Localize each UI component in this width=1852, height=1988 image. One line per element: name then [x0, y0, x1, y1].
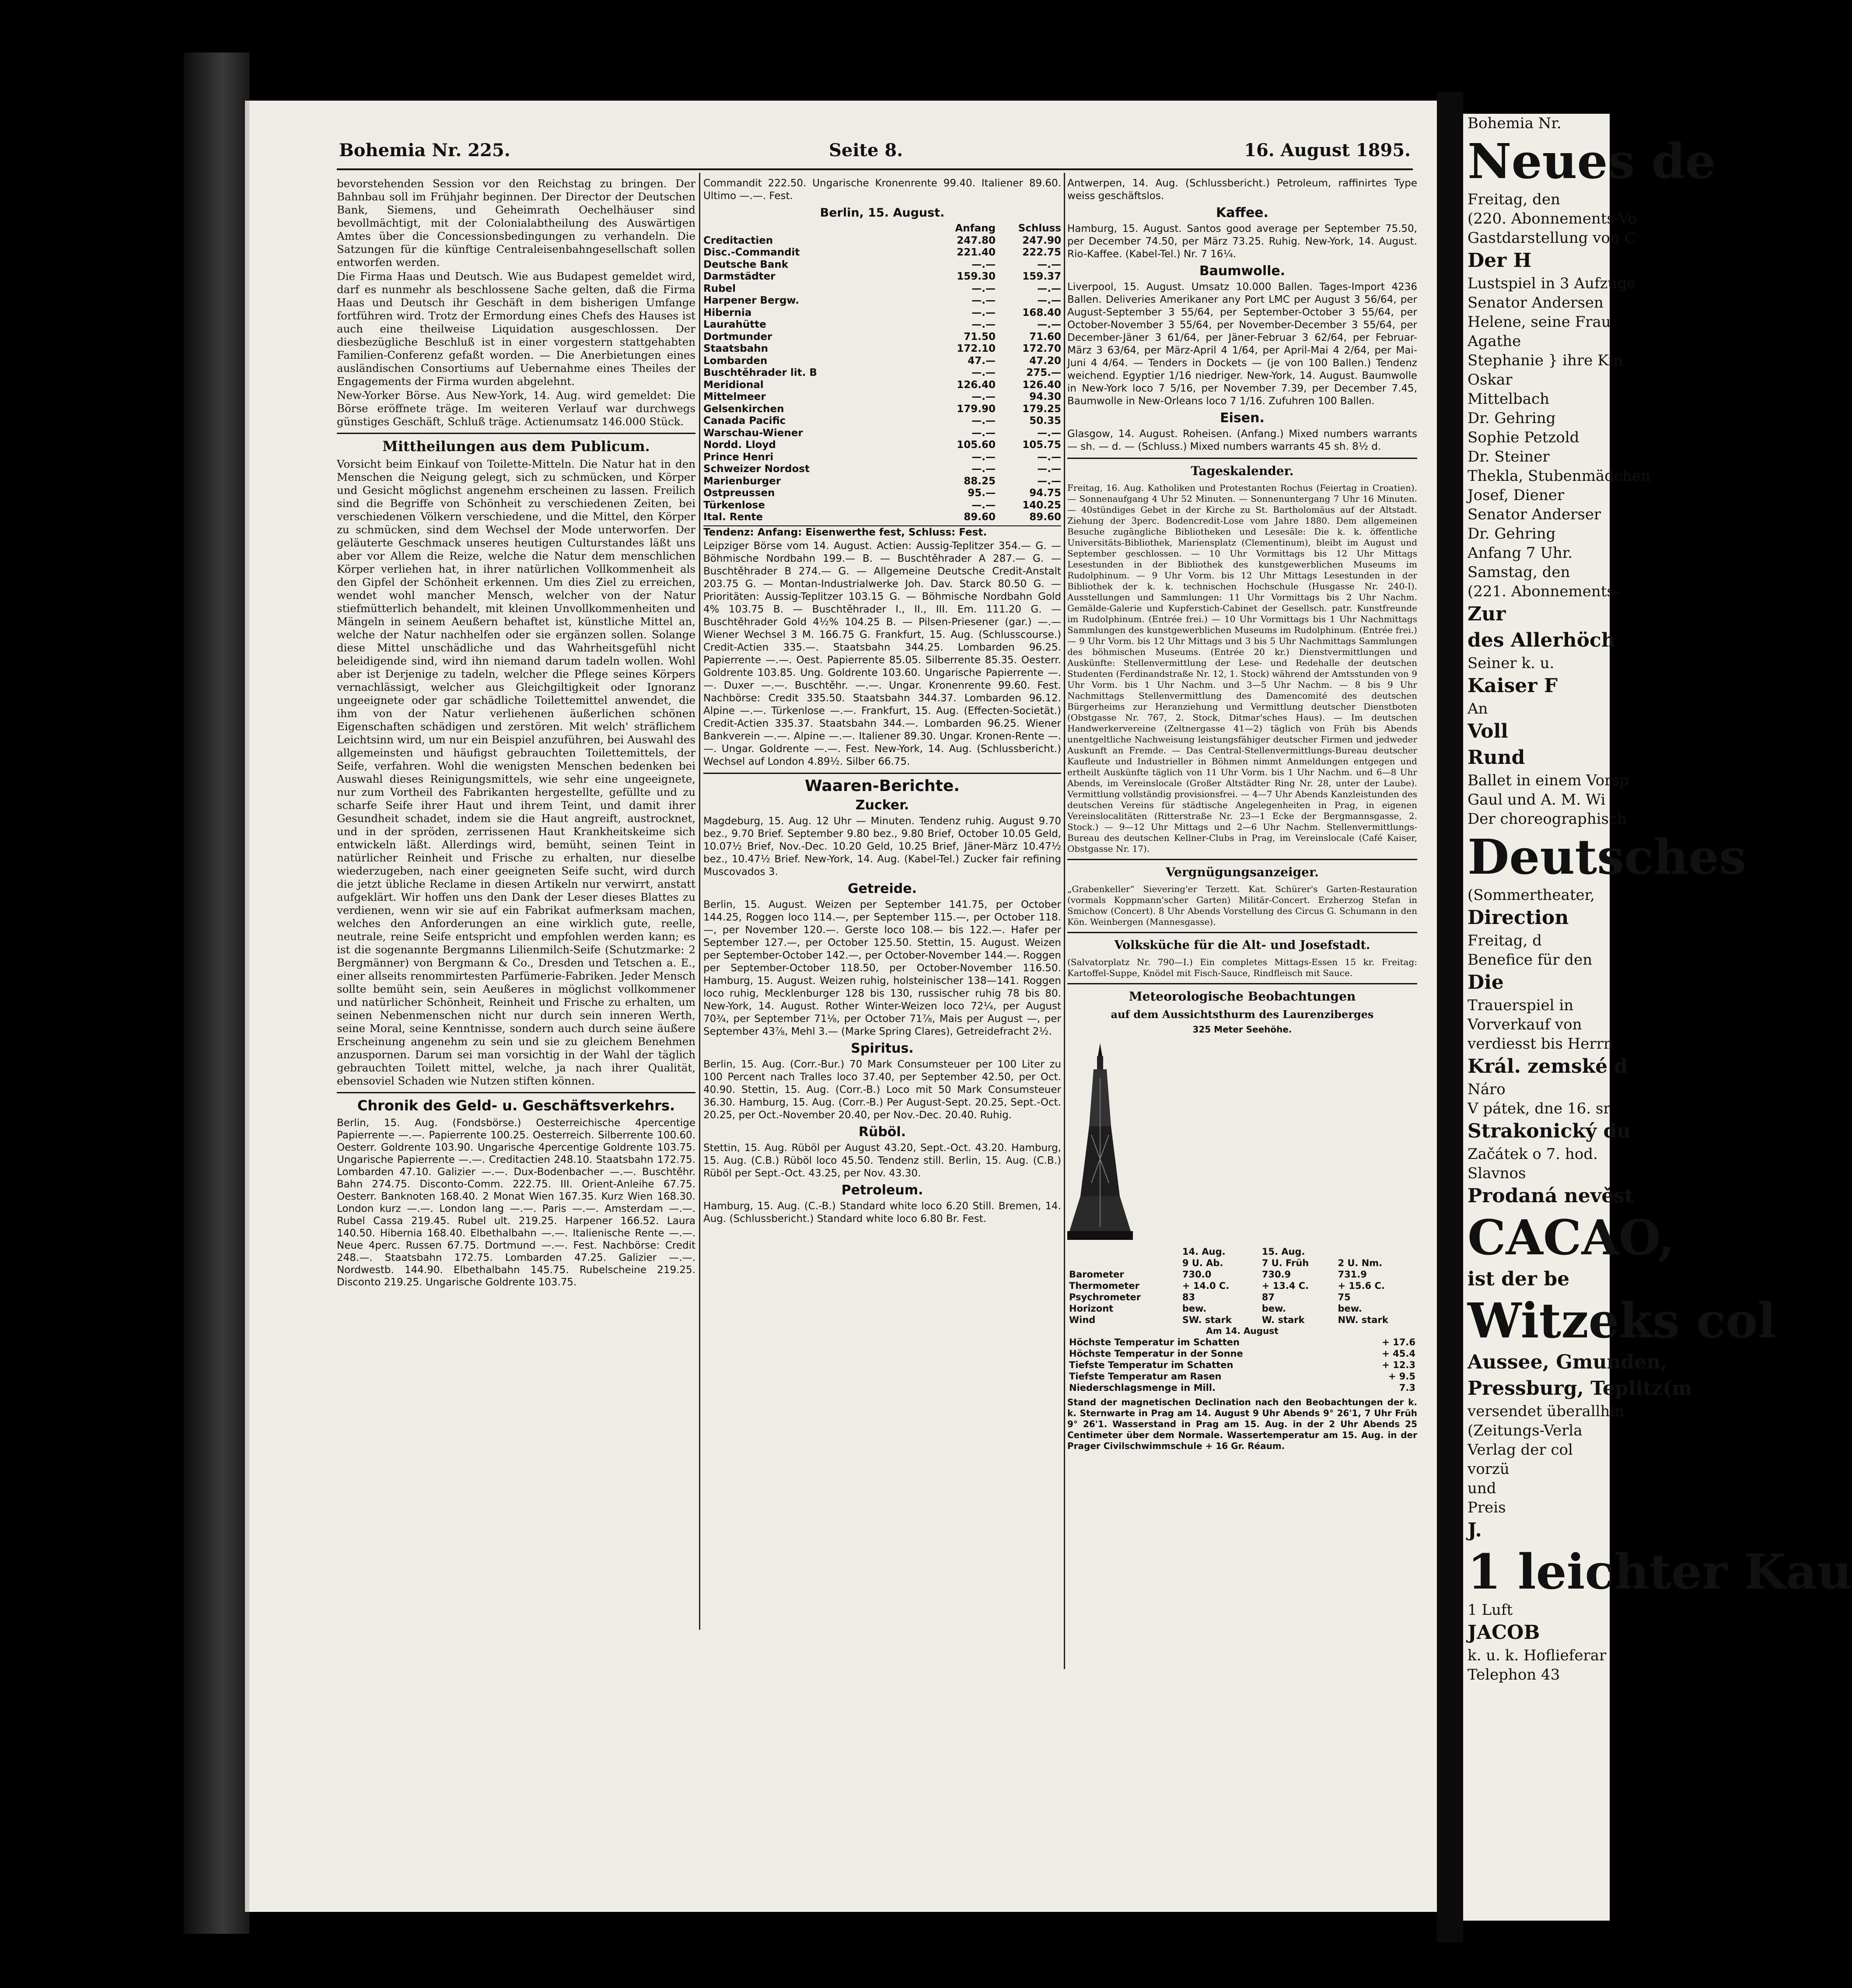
- subtitle-getreide: Getreide.: [848, 881, 917, 896]
- stock-schluss: —.—: [1037, 295, 1061, 306]
- facing-page-line: Lustspiel in 3 Aufzüge: [1468, 275, 1636, 292]
- meteo-label: Thermometer: [1069, 1281, 1139, 1291]
- section-title-waaren: Waaren-Berichte.: [703, 773, 1061, 795]
- stock-anfang: —.—: [971, 259, 996, 270]
- meteo-value: SW. stark: [1182, 1315, 1232, 1325]
- stock-row: [703, 476, 1061, 488]
- facing-page-line: Voll: [1468, 720, 1508, 742]
- facing-page-line: Die: [1468, 971, 1504, 994]
- stock-schluss: —.—: [1037, 451, 1061, 463]
- kaffee-report: Hamburg, 15. August. Santos good average per September 75.50, per December 74.50, per März 73.25. Ruhig. New-York, 14. August. Rio-Kaffee. (Kabel-Tel.) Nr. 7 16¼.: [1067, 223, 1417, 260]
- facing-page-line: ist der be: [1468, 1268, 1570, 1290]
- meteo-time: 9 U. Ab.: [1182, 1258, 1223, 1268]
- facing-page-line: Deutsches: [1468, 829, 1746, 885]
- section-title-volkskueche: Volksküche für die Alt- und Josefstadt.: [1067, 932, 1417, 954]
- stock-row: [703, 307, 1061, 319]
- stock-row: [703, 391, 1061, 403]
- stock-name: Laurahütte: [703, 319, 766, 330]
- facing-page-line: Začátek o 7. hod.: [1468, 1145, 1598, 1163]
- meteo-value: bew.: [1338, 1303, 1362, 1314]
- meteo-date-row: [1067, 1246, 1417, 1257]
- stock-row: [703, 235, 1061, 247]
- stock-anfang: 126.40: [957, 379, 996, 391]
- newspaper-page: [245, 101, 1437, 1912]
- extreme-value: + 45.4: [1382, 1348, 1415, 1359]
- facing-page-line: Náro: [1468, 1081, 1506, 1098]
- extreme-label: Höchste Temperatur in der Sonne: [1069, 1348, 1243, 1359]
- meteo-label: Barometer: [1069, 1269, 1124, 1280]
- subtitle-spiritus: Spiritus.: [851, 1040, 914, 1056]
- stock-name: Gelsenkirchen: [703, 403, 784, 415]
- tageskalender-text: Freitag, 16. Aug. Katholiken und Protestanten Rochus (Feiertag in Croatien). — Sonnenaufgang 4 Uhr 52 Minuten. — Sonnenuntergang 7 Uhr 16 Minuten. — 40stündiges Gebet in der Kirche zu St. Bartholomäus auf der Altstadt. Ziehung der 3perc. Bodencredit-Lose vom Jahre 1880. Dem allgemeinen Besuche zugängliche Bibliotheken und Lesesäle: Die k. k. öffentliche Universitäts-Bibliothek, Mariensplatz (Clementinum), bleibt im August und September geschlossen. — 10 Uhr Vormittags bis 12 Uhr Mittags Lesestunden in der Bibliothek des kunstgewerblichen Museums im Rudolphinum. — 9 Uhr Vorm. bis 12 Uhr Mittags Lesestunden in der Bibliothek der k. k. technischen Hochschule (Husgasse Nr. 240-I). Ausstellungen und Sammlungen: 11 Uhr Vormittags bis 2 Uhr Nachm. Gemälde-Galerie und Kupferstich-Cabinet der Gesellsch. patr. Kunstfreunde im Rudolphinum. (Entrée frei.) — 10 Uhr Vormittags bis 1 Uhr Nachmittags Sammlungen des kunstgewerblichen Museums im Rudolphinum. (Entrée frei.) — 9 Uhr Vorm. bis 12 Uhr Mittags und 3 bis 5 Uhr Nachmittags Sammlungen des böhmischen Museums. (Entrée 20 kr.) Dienstvermittlungen und Auskünfte: Stellenvermittlung der Lese- und Redehalle der deutschen Studenten (Ferdinandstraße Nr. 12, 1. Stock) während der Amtsstunden von 9 Uhr Vorm. bis 1 Uhr Nachm. und 3—5 Uhr Nachm. — 8 bis 9 Uhr Nachmittags Stellenvermittlung des Damencomité des deutschen Bürgerheims zur Heranziehung und Vermittlung deutscher Dienstboten (Obstgasse Nr. 767, 2. Stock, Ditmar'sches Haus). — Im deutschen Handwerkervereine (Zeltnergasse 41—2) täglich von Früh bis Abends unentgeltliche Nachweisung leistungsfähiger deutscher Firmen und jedweder Auskunft an Fremde. — Das Central-Stellenvermittlungs-Bureau deutscher Kaufleute und Industrieller in Böhmen nimmt Anmeldungen entgegen und ertheilt Auskünfte täglich von 11 Uhr Vorm. bis 1 Uhr Nachm. und 6—8 Uhr Abends, im Vereinslocale (Großer Altstädter Ring Nr. 28, unter der Laube). Vermittlung vollständig provisionsfrei. — 4—7 Uhr Abends Kanzleistunden des deutschen Vereins für städtische Angelegenheiten in Prag, in eigenen Vereinslocalitäten (Ritterstraße Nr. 23—1 Ecke der Bergmannsgasse, 2. Stock.) — 9—12 Uhr Mittags und 2—6 Uhr Nachm. Stellenvermittlungs-Bureau des deutschen Kellner-Clubs in Prag, im Vereinslocale (Café Kaiser, Obstgasse Nr. 17).: [1067, 483, 1417, 854]
- stock-table: [703, 223, 1061, 524]
- stock-row: [703, 295, 1061, 307]
- facing-page-line: Helene, seine Frau: [1468, 313, 1611, 331]
- stock-name: Rubel: [703, 283, 736, 294]
- meteo-time: 7 U. Früh: [1261, 1258, 1309, 1268]
- stock-row: [703, 319, 1061, 331]
- section-title-vergnuegung: Vergnügungsanzeiger.: [1067, 859, 1417, 881]
- meteo-row: [1067, 1269, 1417, 1280]
- tendenz-text: Tendenz: Anfang: Eisenwerthe fest, Schluss: Fest.: [703, 525, 1061, 539]
- facing-page-line: Strakonický du: [1468, 1120, 1631, 1142]
- stock-name: Ital. Rente: [703, 511, 763, 523]
- header-left: Bohemia Nr. 225.: [339, 140, 510, 161]
- facing-page-line: Josef, Diener: [1468, 486, 1565, 504]
- stock-anfang: 89.60: [964, 511, 996, 523]
- meteo-row: [1067, 1292, 1417, 1303]
- meteo-value: 87: [1261, 1292, 1275, 1302]
- antwerpen-report: Antwerpen, 14. Aug. (Schlussbericht.) Petroleum, raffinirtes Type weiss geschäftslos.: [1067, 178, 1417, 202]
- stock-row: [703, 343, 1061, 355]
- stock-name: Darmstädter: [703, 271, 776, 282]
- facing-page-line: (Sommertheater,: [1468, 886, 1595, 904]
- stock-schluss: —.—: [1037, 475, 1061, 487]
- stock-row: [703, 355, 1061, 368]
- meteo-extremes: [1067, 1337, 1417, 1393]
- facing-page-line: 1 leichter Kau: [1468, 1544, 1852, 1600]
- facing-page-line: Pressburg, Teplitz(m: [1468, 1377, 1692, 1400]
- stock-schluss: 179.25: [1022, 403, 1061, 415]
- meteo-value: 731.9: [1338, 1269, 1367, 1280]
- stock-name: Mittelmeer: [703, 391, 766, 402]
- facing-page-line: Direction: [1468, 906, 1569, 929]
- market-report: Leipziger Börse vom 14. August. Actien: Aussig-Teplitzer 354.— G. — Böhmische Nordbahn 199.— B. — Buschtěhrader A 287.— G. — Buschtěhrader B 274.— G. — Allgemeine Deutsche Credit-Anstalt 203.75 G. — Montan-Industrialwerke Joh. Dav. Starck 80.50 G. — Prioritäten: Aussig-Teplitzer 103.15 G. — Böhmische Nordbahn Gold 4% 103.75 B. — Buschtěhrader I., II., III. Em. 111.20 G. — Buschtěhrader Gold 4½% 104.25 B. — Pilsen-Priesener (gar.) —.— Wiener Wechsel 3 M. 166.75 G. Frankfurt, 15. Aug. (Schlusscourse.) Credit-Actien 335.—. Staatsbahn 344.25. Lombarden 96.25. Papierrente —.—. Oest. Papierrente 85.05. Silberrente 85.35. Oesterr. Goldrente 103.85. Ung. Goldrente 103.60. Ungarische Papierrente —.—. Duxer —.—. Buschtěhr. —.—. Ungar. Kronenrente 99.60. Fest. Nachbörse: Credit 335.50. Staatsbahn 344.37. Lombarden 96.12. Alpine —.—. Türkenlose —.—. Frankfurt, 15. Aug. (Effecten-Societät.) Credit-Actien 335.37. Staatsbahn 344.—. Lombarden 96.25. Wiener Bankverein —.—. Alpine —.—. Italiener 89.30. Ungar. Kronen-Rente —.—. Ungar. Goldrente —.—. Fest. New-York, 14. Aug. (Schlussbericht.) Wechsel auf London 4.89½. Silber 66.75.: [703, 540, 1061, 767]
- meteo-row: [1067, 1280, 1417, 1292]
- facing-page-line: Benefice für den: [1468, 951, 1593, 969]
- stock-table-header: [703, 223, 1061, 235]
- stock-schluss: 50.35: [1029, 415, 1061, 427]
- stock-name: Nordd. Lloyd: [703, 439, 776, 451]
- stock-anfang: —.—: [971, 451, 996, 463]
- stock-anfang: —.—: [971, 415, 996, 427]
- subtitle-rueboel: Rüböl.: [858, 1124, 906, 1140]
- stock-anfang: —.—: [971, 463, 996, 475]
- stock-schluss: —.—: [1037, 463, 1061, 475]
- stock-schluss: 168.40: [1022, 307, 1061, 318]
- stock-row: [703, 487, 1061, 500]
- stock-row: [703, 452, 1061, 464]
- stock-anfang: 95.—: [968, 487, 996, 499]
- meteo-value: + 14.0 C.: [1182, 1281, 1230, 1291]
- stock-anfang: 172.10: [957, 343, 996, 354]
- stock-schluss: 159.37: [1022, 271, 1061, 282]
- stock-name: Buschtěhrader lit. B: [703, 367, 817, 378]
- extreme-label: Niederschlagsmenge in Mill.: [1069, 1382, 1216, 1393]
- stock-schluss: 247.90: [1022, 234, 1061, 246]
- facing-page-line: (Zeitungs-Verla: [1468, 1422, 1583, 1439]
- stock-anfang: —.—: [971, 367, 996, 378]
- facing-page-line: CACAO,: [1468, 1209, 1675, 1266]
- subtitle-kaffee: Kaffee.: [1216, 205, 1268, 220]
- stock-name: Meridional: [703, 379, 764, 391]
- publicum-article: Vorsicht beim Einkauf von Toilette-Mitteln. Die Natur hat in den Menschen die Neigung gelegt, sich zu schmücken, und Körper und Gesicht möglichst angenehm erscheinen zu lassen. Freilich sind die Begriffe von Schönheit zu verschiedenen Zeiten, bei verschiedenen Völkern verschiedene, und die Mittel, den Körper zu schmücken, sind dem Wechsel der Mode unterworfen. Der geläuterte Geschmack unseres heutigen Culturstandes läßt uns aber vor Allem die Reize, welche die Natur dem menschlichen Körper verliehen hat, in ihrer natürlichen Vollkommenheit als den Gipfel der Schönheit erkennen. Um dies Ziel zu erreichen, wendet wohl mancher Mensch, welcher von der Natur stiefmütterlich behandelt, mit kleinen Unvollkommenheiten und Mängeln in seinem Aeußern behaftet ist, künstliche Mittel an, welche der Natur nachhelfen oder sie ergänzen sollen. Solange diese Mittel unschädliche und das Wahrheitsgefühl nicht beleidigende sind, wird ihn niemand darum tadeln wollen. Wohl aber ist Derjenige zu tadeln, welcher die Pflege seines Körpers vernachlässigt, welcher aus Gleichgiltigkeit oder Ignoranz ungeeignete oder gar schädliche Toilettemittel anwendet, die ihm von der Natur verliehenen äußerlichen schönen Eigenschaften schädigen und zerstören. Mit welch' sträflichem Leichtsinn wird, um nur ein Beispiel anzuführen, bei Auswahl des allgemeinsten und häufigst gebrauchten Toilettemittels, der Seife, verfahren. Wohl die wenigsten Menschen bedenken bei Auswahl dieses Reinigungsmittels, wie sehr eine ungeeignete, nur zum Vortheil des Fabrikanten hergestellte, gefüllte und zu scharfe Seife ihrer Haut und ihrem Teint, und damit ihrer Gesundheit schadet, indem sie die Haut angreift, austrocknet, und in der spröden, zerrissenen Haut Krankheitskeime sich entwickeln läßt. Allerdings wird, bemüht, seinen Teint in natürlicher Reinheit und Frische zu erhalten, nur dieselbe wiederzugeben, nach einer geeigneten Seife sucht, wird durch die jetzt übliche Reclame in diesen Artikeln nur verwirrt, anstatt aufgeklärt. Wir hoffen uns den Dank der Leser dieses Blattes zu verdienen, wenn wir sie auf ein Fabrikat aufmerksam machen, welches den Anforderungen an eine wirklich gute, reelle, neutrale, reine Seife entspricht und empfohlen werden kann; es ist die sogenannte Bergmanns Lilienmilch-Seife (Schutzmarke: 2 Bergmänner) von Bergmann & Co., Dresden und Tetschen a. E., einer allseits renommirtesten Parfümerie-Fabriken. Jeder Mensch sollte bemüht sein, sein Aeußeres in möglichst vollkommener und natürlicher Schönheit, Reinheit und Frische zu erhalten, um seinen Nebenmenschen nicht nur durch sein inneren Werth, seine Moral, seine Kenntnisse, sondern auch durch seine äußere Erscheinung angenehm zu sein und sie zu gleichem Benehmen anzuspornen. Darum sei man vorsichtig in der Wahl der täglich gebrauchten Toilett mittel, welche, ja nach ihrer Qualität, ebensoviel Schaden wie Nutzen stiften können.: [337, 458, 695, 1087]
- stock-row: [703, 427, 1061, 440]
- extreme-label: Höchste Temperatur im Schatten: [1069, 1337, 1240, 1348]
- stock-anfang: —.—: [971, 319, 996, 330]
- stock-row: [703, 511, 1061, 524]
- facing-page-fragment: [1463, 114, 1852, 1921]
- stock-row: [703, 331, 1061, 343]
- stock-anfang: —.—: [971, 391, 996, 402]
- stock-anfang: 247.80: [957, 234, 996, 246]
- volkskueche-text: (Salvatorplatz Nr. 790—I.) Ein completes Mittags-Essen 15 kr. Freitag: Kartoffel-Suppe, Knödel mit Fisch-Sauce, Rindfleisch mit Sauce.: [1067, 957, 1417, 978]
- section-title-chronik: Chronik des Geld- u. Geschäftsverkehrs.: [337, 1092, 695, 1114]
- facing-page-line: V pátek, dne 16. sr: [1468, 1100, 1611, 1117]
- meteo-row: [1067, 1303, 1417, 1314]
- stock-name: Ostpreussen: [703, 487, 775, 499]
- meteo-value: 83: [1182, 1292, 1195, 1302]
- intro-text: Commandit 222.50. Ungarische Kronenrente 99.40. Italiener 89.60. Ultimo —.—. Fest.: [703, 178, 1061, 202]
- stock-name: Staatsbahn: [703, 343, 769, 354]
- facing-page-line: Zur: [1468, 603, 1506, 625]
- getreide-report: Berlin, 15. August. Weizen per September 141.75, per October 144.25, Roggen loco 114.—, per September 115.—, per October 118.—, per November 120.—. Gerste loco 108.— bis 122.—. Hafer per September 127.—, per October 125.50. Stettin, 15. August. Weizen per September-October 142.—, per October-November 144.—. Roggen per September-October 118.50, per October-November 116.50. Hamburg, 15. August. Weizen ruhig, holsteinischer 138—141. Roggen loco ruhig, Mecklenburger 128 bis 130, russischer ruhig 78 bis 80. New-York, 14. August. Rother Winter-Weizen loco 72¼, per August 70¾, per September 71⅛, per October 71⅞, Mais per August —, per September 43⅞, Mehl 3.— (Marke Spring Clares), Getreidefracht 2½.: [703, 899, 1061, 1037]
- stock-name: Hibernia: [703, 307, 752, 318]
- extreme-value: + 9.5: [1388, 1371, 1415, 1382]
- meteo-footnote: Stand der magnetischen Declination nach den Beobachtungen der k. k. Sternwarte in Prag am 14. August 9 Uhr Abends 9° 26'1, 7 Uhr Früh 9° 26'1. Wasserstand in Prag am 15. Aug. in der 2 Uhr Abends 25 Centimeter über dem Normale. Wassertemperatur am 15. Aug. in der Prager Civilschwimmschule + 16 Gr. Réaum.: [1067, 1397, 1417, 1451]
- facing-page-line: (220. Abonnements-Vo: [1468, 210, 1637, 228]
- meteo-table: [1067, 1246, 1417, 1326]
- meteo-value: + 15.6 C.: [1338, 1281, 1385, 1291]
- stock-schluss: —.—: [1037, 427, 1061, 439]
- extreme-value: + 17.6: [1382, 1337, 1415, 1348]
- col-head-anfang: Anfang: [955, 223, 996, 234]
- facing-page-line: Slavnos: [1468, 1165, 1526, 1182]
- news-paragraph: Die Firma Haas und Deutsch. Wie aus Budapest gemeldet wird, darf es nunmehr als beschlossene Sache gelten, daß die Firma Haas und Deutsch ihr Geschäft in dem bisherigen Umfange fortführen wird. Trotz der Ermordung eines Chefs des Hauses ist auch eine theilweise Liquidation ausgeschlossen. Der diesbezügliche Beschluß ist in einer vorgestern stattgehabten Familien-Conferenz gefaßt worden. — Die Anerbietungen eines ausländischen Consortiums auf Uebernahme eines Theiles der Engagements der Firma wurden abgelehnt.: [337, 270, 695, 388]
- facing-page-line: Agathe: [1468, 332, 1521, 350]
- meteo-label: Psychrometer: [1069, 1292, 1141, 1302]
- stock-row: [703, 259, 1061, 271]
- facing-page-line: Král. zemské d: [1468, 1055, 1628, 1078]
- facing-page-line: Bohemia Nr.: [1468, 115, 1562, 132]
- meteo-date: 14. Aug.: [1182, 1246, 1226, 1257]
- stock-anfang: —.—: [971, 295, 996, 306]
- facing-page-line: Dr. Gehring: [1468, 525, 1556, 542]
- stock-anfang: 179.90: [957, 403, 996, 415]
- meteo-value: + 13.4 C.: [1261, 1281, 1309, 1291]
- meteo-label: Horizont: [1069, 1303, 1114, 1314]
- baumwolle-report: Liverpool, 15. August. Umsatz 10.000 Ballen. Tages-Import 4236 Ballen. Deliveries Amerikaner any Port LMC per August 3 56/64, per August-September 3 55/64, per September-October 3 55/64, per October-November 3 55/64, per November-December 3 55/64, per December-Jäner 3 61/64, per Jäner-Februar 3 62/64, per Februar-März 3 63/64, per März-April 4 1/64, per April-Mai 4 2/64, per Mai-Juni 4 4/64. — Tenders in Dockets — (je von 100 Ballen.) Tendenz weichend. Egyptier 1/16 niedriger. New-York, 14. August. Baumwolle in New-York loco 7 5/16, per November 7.39, per December 7.45, Baumwolle in New-Orleans loco 7 1/16. Zufuhren 100 Ballen.: [1067, 281, 1417, 407]
- meteo-extreme-row: [1067, 1359, 1417, 1371]
- facing-page-line: (221. Abonnements-: [1468, 583, 1620, 600]
- column-1: [337, 177, 695, 1289]
- facing-page-line: J.: [1468, 1519, 1482, 1541]
- stock-schluss: 172.70: [1022, 343, 1061, 354]
- stock-row: [703, 379, 1061, 392]
- stock-schluss: 71.60: [1029, 331, 1061, 343]
- subtitle-eisen: Eisen.: [1220, 410, 1265, 426]
- subtitle-petroleum: Petroleum.: [841, 1182, 923, 1198]
- stock-schluss: 126.40: [1022, 379, 1061, 391]
- facing-page-line: k. u. k. Hoflieferar: [1468, 1647, 1607, 1664]
- stock-name: Marienburger: [703, 475, 781, 487]
- stock-row: [703, 247, 1061, 259]
- meteo-extreme-row: [1067, 1348, 1417, 1359]
- rueboel-report: Stettin, 15. Aug. Rüböl per August 43.20, Sept.-Oct. 43.20. Hamburg, 15. Aug. (C.B.) Rüböl loco 45.50. Tendenz still. Berlin, 15. Aug. (C.B.) Rüböl per Sept.-Oct. 43.25, per Nov. 43.30.: [703, 1142, 1061, 1179]
- stock-anfang: 71.50: [964, 331, 996, 343]
- column-divider: [1064, 173, 1065, 1669]
- scan-shadow-edge: [184, 52, 249, 1934]
- stock-anfang: 88.25: [964, 475, 996, 487]
- facing-page-line: Prodaná nevěst: [1468, 1185, 1634, 1207]
- news-paragraph: bevorstehenden Session vor den Reichstag zu bringen. Der Bahnbau soll im Frühjahr beginnen. Der Director der Deutschen Bank, Siemens, und Geheimrath Oechelhäuser sind bevollmächtigt, mit der Colonialabtheilung des Auswärtigen Amtes über die Concessionsbedingungen zu verhandeln. Die Satzungen für die künftige Centraleisenbahngesellschaft sollen entworfen werden.: [337, 177, 695, 269]
- meteo-extreme-row: [1067, 1382, 1417, 1393]
- stock-schluss: 47.20: [1029, 355, 1061, 367]
- stock-anfang: 221.40: [957, 247, 996, 258]
- meteo-value: W. stark: [1261, 1315, 1305, 1325]
- section-title-meteo: Meteorologische Beobachtungen: [1067, 983, 1417, 1005]
- facing-page-line: Dr. Gehring: [1468, 410, 1556, 427]
- stock-row: [703, 271, 1061, 283]
- stock-anfang: 105.60: [957, 439, 996, 451]
- extreme-value: + 12.3: [1382, 1360, 1415, 1370]
- facing-page-line: Samstag, den: [1468, 564, 1570, 581]
- facing-page-line: Trauerspiel in: [1468, 997, 1574, 1014]
- facing-page-line: Senator Andersen: [1468, 294, 1604, 312]
- facing-page-line: Gastdarstellung von C: [1468, 229, 1636, 247]
- stock-row: [703, 463, 1061, 476]
- facing-page-line: verdiesst bis Herrn: [1468, 1035, 1613, 1053]
- meteo-value: 730.9: [1261, 1269, 1291, 1280]
- extreme-value: 7.3: [1399, 1382, 1415, 1393]
- stock-row: [703, 283, 1061, 295]
- facing-page-line: Senator Anderser: [1468, 506, 1601, 523]
- zucker-report: Magdeburg, 15. Aug. 12 Uhr — Minuten. Tendenz ruhig. August 9.70 bez., 9.70 Brief. September 9.80 bez., 9.80 Brief, October 10.05 Geld, 10.07½ Brief, Nov.-Dec. 10.20 Geld, 10.25 Brief, Jäner-März 10.47½ bez., 10.47½ Brief. New-York, 14. Aug. (Kabel-Tel.) Zucker fair refining Muscovados 3.: [703, 815, 1061, 878]
- facing-page-line: Seiner k. u.: [1468, 654, 1555, 672]
- facing-page-line: des Allerhöch: [1468, 629, 1615, 651]
- stock-schluss: 222.75: [1022, 247, 1061, 258]
- vergnuegung-text: „Grabenkeller“ Sievering'er Terzett. Kat. Schürer's Garten-Restauration (vormals Koppmann'scher Garten) Militär-Concert. Erzherzog Stefan in Smichow (Concert). 8 Uhr Abends Vorstellung des Circus G. Schumann in den Kön. Weinbergen (Mannesgasse).: [1067, 884, 1417, 927]
- stock-row: [703, 367, 1061, 379]
- header-rule: [337, 168, 1413, 170]
- berlin-title: Berlin, 15. August.: [820, 206, 945, 220]
- meteo-extreme-row: [1067, 1337, 1417, 1348]
- stock-name: Creditactien: [703, 234, 773, 246]
- facing-page-line: Freitag, d: [1468, 932, 1542, 949]
- stock-name: Dortmunder: [703, 331, 772, 343]
- subtitle-zucker: Zucker.: [855, 797, 909, 813]
- meteo-value: 75: [1338, 1292, 1351, 1302]
- stock-anfang: —.—: [971, 307, 996, 318]
- facing-page-line: An: [1468, 700, 1488, 718]
- facing-page-line: Der choreographisch: [1468, 810, 1627, 828]
- stock-row: [703, 415, 1061, 427]
- facing-page-line: 1 Luft: [1468, 1601, 1513, 1619]
- stock-anfang: —.—: [971, 283, 996, 294]
- meteo-label: Wind: [1069, 1315, 1096, 1325]
- stock-anfang: —.—: [971, 427, 996, 439]
- meteo-value: bew.: [1182, 1303, 1207, 1314]
- stock-schluss: 94.30: [1029, 391, 1061, 402]
- facing-page-line: Witzeks col: [1468, 1292, 1776, 1349]
- stock-name: Canada Pacific: [703, 415, 786, 427]
- stock-name: Lombarden: [703, 355, 768, 367]
- stock-name: Türkenlose: [703, 499, 765, 511]
- stock-schluss: —.—: [1037, 283, 1061, 294]
- stock-name: Deutsche Bank: [703, 259, 789, 270]
- stock-schluss: 140.25: [1022, 499, 1061, 511]
- section-title-publicum: Mittheilungen aus dem Publicum.: [337, 433, 695, 455]
- meteo-note-date: Am 14. August: [1206, 1326, 1279, 1336]
- stock-name: Disc.-Commandit: [703, 247, 800, 258]
- facing-page-text: [1463, 114, 1852, 1684]
- facing-page-line: Verlag der col: [1468, 1441, 1573, 1459]
- facing-page-line: Neues de: [1468, 133, 1716, 189]
- facing-page-line: Telephon 43: [1468, 1666, 1560, 1684]
- eisen-report: Glasgow, 14. August. Roheisen. (Anfang.) Mixed numbers warrants — sh. — d. — (Schluss.) Mixed numbers warrants 45 sh. 8½ d.: [1067, 428, 1417, 452]
- stock-schluss: —.—: [1037, 319, 1061, 330]
- meteo-extreme-row: [1067, 1371, 1417, 1382]
- meteo-value: NW. stark: [1338, 1315, 1388, 1325]
- col-head-schluss: Schluss: [1018, 223, 1061, 234]
- facing-page-line: Oskar: [1468, 371, 1513, 388]
- stock-name: Prince Henri: [703, 451, 774, 463]
- stock-schluss: 89.60: [1029, 511, 1061, 523]
- facing-page-line: vorzü: [1468, 1460, 1510, 1478]
- facing-page-line: Dr. Steiner: [1468, 448, 1550, 466]
- facing-page-line: Vorverkauf von: [1468, 1016, 1582, 1033]
- facing-page-line: Der H: [1468, 249, 1532, 272]
- meteo-time: 2 U. Nm.: [1338, 1258, 1383, 1268]
- meteo-height: 325 Meter Seehöhe.: [1192, 1024, 1292, 1035]
- stock-schluss: —.—: [1037, 259, 1061, 270]
- facing-page-line: Gaul und A. M. Wi: [1468, 791, 1606, 808]
- stock-schluss: 275.—: [1026, 367, 1061, 378]
- stock-anfang: 47.—: [968, 355, 996, 367]
- column-3: [1067, 177, 1417, 1452]
- meteo-value: 730.0: [1182, 1269, 1212, 1280]
- column-2: [703, 177, 1061, 1226]
- meteo-time-row: [1067, 1257, 1417, 1269]
- facing-page-line: Aussee, Gmunden,: [1468, 1351, 1667, 1373]
- facing-page-line: versendet überallhin: [1468, 1403, 1625, 1420]
- meteo-subtitle: auf dem Aussichtsthurm des Laurenziberges: [1111, 1008, 1374, 1021]
- facing-page-line: und: [1468, 1480, 1496, 1497]
- extreme-label: Tiefste Temperatur im Schatten: [1069, 1360, 1234, 1370]
- stock-schluss: 94.75: [1029, 487, 1061, 499]
- stock-name: Warschau-Wiener: [703, 427, 803, 439]
- meteo-date: 15. Aug.: [1261, 1246, 1305, 1257]
- facing-page-line: Mittelbach: [1468, 390, 1549, 408]
- facing-page-line: Sophie Petzold: [1468, 429, 1579, 446]
- extreme-label: Tiefste Temperatur am Rasen: [1069, 1371, 1222, 1382]
- stock-row: [703, 439, 1061, 452]
- stock-row: [703, 403, 1061, 416]
- subtitle-baumwolle: Baumwolle.: [1199, 263, 1286, 279]
- meteo-value: bew.: [1261, 1303, 1286, 1314]
- facing-page-line: Anfang 7 Uhr.: [1468, 544, 1573, 562]
- header-right: 16. August 1895.: [1244, 140, 1411, 161]
- petroleum-report: Hamburg, 15. Aug. (C.-B.) Standard white loco 6.20 Still. Bremen, 14. Aug. (Schlussbericht.) Standard white loco 6.80 Br. Fest.: [703, 1200, 1061, 1225]
- stock-row: [703, 500, 1061, 512]
- column-divider: [699, 173, 700, 1630]
- stock-anfang: 159.30: [957, 271, 996, 282]
- observation-tower-illustration: [1067, 1039, 1133, 1244]
- facing-page-line: Stephanie } ihre Kin: [1468, 352, 1623, 369]
- news-paragraph: New-Yorker Börse. Aus New-York, 14. Aug. wird gemeldet: Die Börse eröffnete träge. Im weiteren Verlauf war durchwegs günstiges Geschäft, Schluß träge. Actienumsatz 146.000 Stück.: [337, 389, 695, 428]
- stock-schluss: 105.75: [1022, 439, 1061, 451]
- facing-page-line: Ballet in einem Vorsp: [1468, 772, 1629, 789]
- stock-name: Harpener Bergw.: [703, 295, 799, 306]
- spiritus-report: Berlin, 15. Aug. (Corr.-Bur.) 70 Mark Consumsteuer per 100 Liter zu 100 Percent nach Tralles loco 37.40, per September 42.50, per Oct. 40.90. Stettin, 15. Aug. (Corr.-B.) Loco mit 50 Mark Consumsteuer 36.30. Hamburg, 15. Aug. (Corr.-B.) Per August-Sept. 20.25, Sept.-Oct. 20.25, per Oct.-November 20.40, per Nov.-Dec. 20.40. Ruhig.: [703, 1058, 1061, 1121]
- facing-page-line: Kaiser F: [1468, 675, 1558, 697]
- facing-page-line: JACOB: [1468, 1621, 1540, 1644]
- meteo-row: [1067, 1314, 1417, 1326]
- facing-page-line: Freitag, den: [1468, 191, 1560, 208]
- book-spine-gap: [1437, 92, 1463, 1942]
- facing-page-line: Rund: [1468, 746, 1525, 769]
- header-center: Seite 8.: [829, 140, 903, 161]
- facing-page-line: Thekla, Stubenmädchen: [1468, 467, 1650, 485]
- stock-name: Schweizer Nordost: [703, 463, 810, 475]
- stock-anfang: —.—: [971, 499, 996, 511]
- section-title-tageskalender: Tageskalender.: [1067, 458, 1417, 480]
- page-header: [339, 140, 1411, 166]
- chronik-article: Berlin, 15. Aug. (Fondsbörse.) Oesterreichische 4percentige Papierrente —.—. Papierrente 100.25. Oesterreich. Silberrente 100.60. Oesterr. Goldrente 103.90. Ungarische 4percentige Goldrente 103.75. Ungarische Papierrente —.—. Creditactien 248.10. Staatsbahn 172.75. Lombarden 47.10. Galizier —.—. Dux-Bodenbacher —.—. Buschtěhr. Bahn 274.75. Disconto-Comm. 222.75. III. Orient-Anleihe 67.75. Oesterr. Banknoten 168.40. 2 Monat Wien 167.35. Kurz Wien 168.30. London kurz —.—. London lang —.—. Paris —.—. Amsterdam —.—. Rubel Cassa 219.45. Rubel ult. 219.25. Harpener 166.52. Laura 140.50. Hibernia 168.40. Elbethalbahn —.—. Italienische Rente —.—. Neue 4perc. Russen 67.75. Dortmund —.—. Fest. Nachbörse: Credit 248.—. Staatsbahn 172.75. Lombarden 47.25. Galizier —.—. Nordwestb. 144.90. Elbethalbahn 145.75. Rubelscheine 219.25. Disconto 219.25. Ungarische Goldrente 103.75.: [337, 1117, 695, 1288]
- facing-page-line: Preis: [1468, 1499, 1506, 1516]
